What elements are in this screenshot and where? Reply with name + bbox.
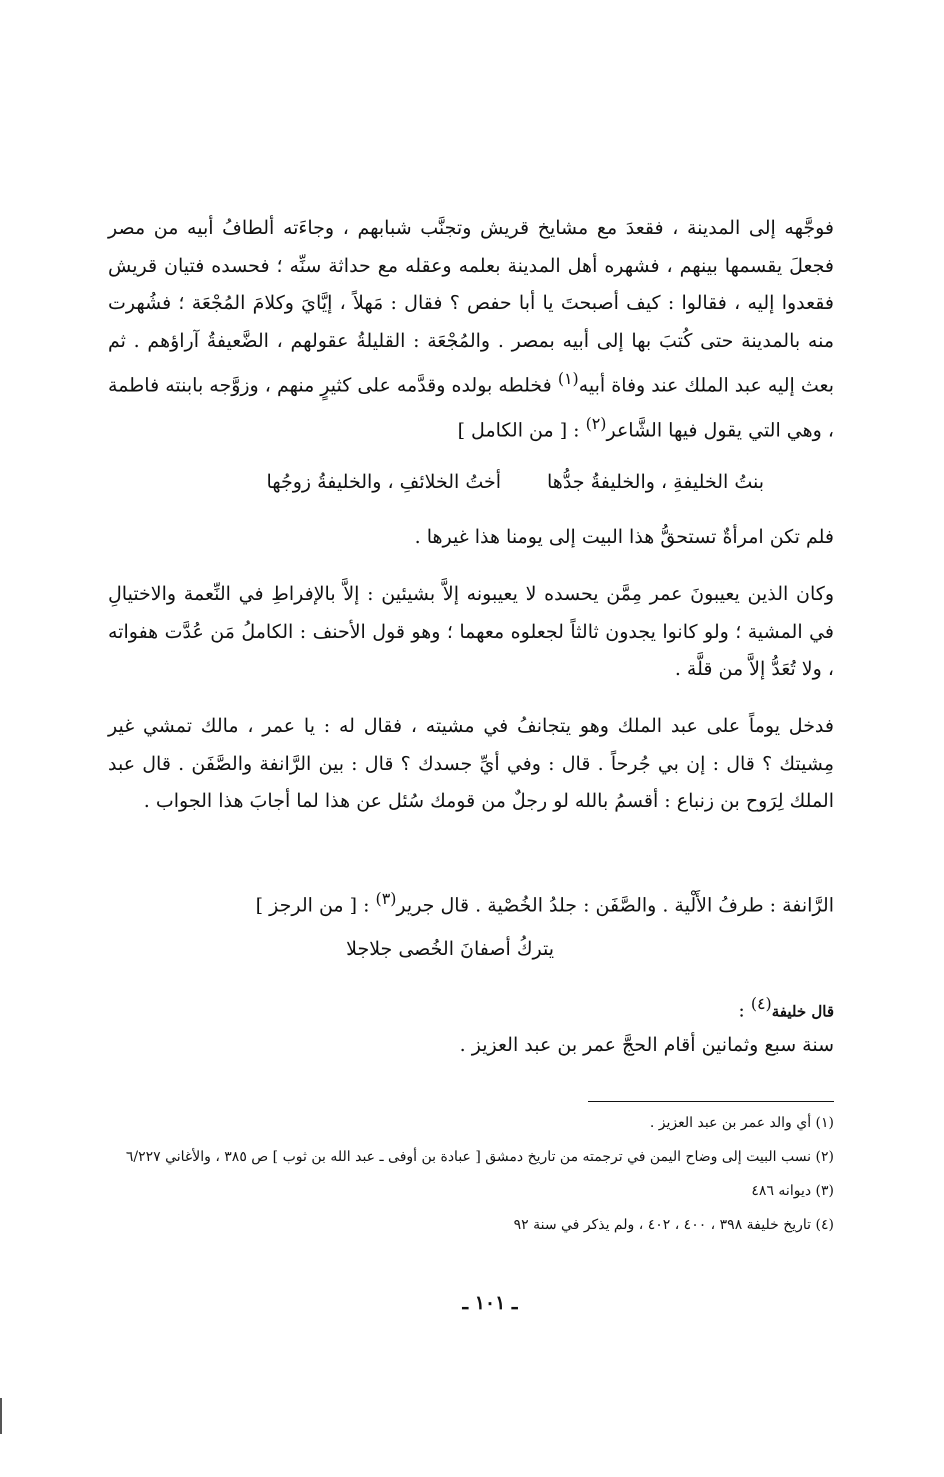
verse-2-text: يتركُ أصفانَ الخُصى جلاجلا <box>346 938 554 960</box>
meter-label-rajaz: : [ من الرجز ] <box>255 894 376 917</box>
khalifa-colon: : <box>738 999 751 1022</box>
verse-1-second-hemistich: أختُ الخلائفِ ، والخليفةُ زوجُها <box>266 471 502 493</box>
khalifa-text: سنة سبع وثمانين أقام الحجَّ عمر بن عبد العزيز . <box>459 1034 834 1056</box>
meter-label-kamil: : [ من الكامل ] <box>457 419 586 442</box>
verse-comment <box>214 519 834 557</box>
footnote-marker-4: (٤) <box>750 994 772 1013</box>
paragraph-1-continuation: فخلطه بولده وقدَّمه على كثيرٍ منهم ، وزوَّجه بابنته فاطمة ، وهي التي يقول فيها الشَّاعر <box>108 374 834 442</box>
footnote-4: (٤) تاريخ خليفة ٣٩٨ ، ٤٠٠ ، ٤٠٢ ، ولم يذكر في سنة ٩٢ <box>513 1217 834 1233</box>
khalifa-paragraph <box>108 1027 834 1065</box>
verse-line-2 <box>346 934 554 964</box>
verse-line-1 <box>266 467 764 497</box>
footnote-1: (١) أي والد عمر بن عبد العزيز . <box>649 1115 834 1131</box>
definition-line <box>108 880 834 925</box>
page-number: ـ ١٠١ ـ <box>462 1292 518 1314</box>
verse-1-first-hemistich: بنتُ الخليفةِ ، والخليفةُ جدُّها <box>547 471 764 493</box>
verse-comment-text: فلم تكن امرأةٌ تستحقُّ هذا البيت إلى يومنا هذا غيرها . <box>414 526 834 548</box>
footnote-marker-2: (٢) <box>585 413 607 433</box>
main-paragraph-1 <box>108 210 834 450</box>
footnote-3: (٣) ديوانه ٤٨٦ <box>751 1183 834 1199</box>
main-paragraph-2 <box>108 576 834 689</box>
paragraph-1-text: فوجَّهه إلى المدينة ، فقعدَ مع مشايخ قريش وتجنَّب شبابهم ، وجاءَته ألطافُ أبيه من مصر فجعلَ يقسمها بينهم ، فشهره أهل المدينة بعلمه وعقله مع حداثة سنِّه ؛ فحسده فتيان قريش فقعدوا إليه ، فقالوا : كيف أصبحتَ يا أبا حفص ؟ فقال : مَهلاً ، إيَّايَ وكلامَ المُجْعَة ؛ فشُهرت منه بالمدينة حتى كُتبَ بها إلى أبيه بمصر . والمُجْعَة : القليلةُ عقولهم ، الضَّعيفةُ آراؤهم . ثم بعث إليه عبد الملك عند وفاة أبيه <box>108 217 834 397</box>
khalifa-heading <box>108 985 834 1031</box>
footnotes-block <box>99 1110 834 1246</box>
footnote-marker-1: (١) <box>557 369 579 388</box>
paragraph-2-text: وكان الذين يعيبونَ عمر مِمَّن يحسده لا يعيبونه إلاَّ بشيئين : إلاَّ بالإفراطِ في النِّعمة والاختيالِ في المشية ؛ ولو كانوا يجدون ثالثاً لجعلوه معهما ؛ وهو قول الأحنف : الكاملُ مَن عُدَّت هفواته ، ولا تُعَدُّ إلاَّ من قلَّة . <box>108 583 834 680</box>
main-paragraph-3 <box>108 708 834 821</box>
definition-text: الرَّانفة : طرفُ الأَلْية . والصَّفَن : جلدُ الخُصْية . قال جرير <box>396 894 834 917</box>
footnote-separator <box>588 1101 834 1102</box>
paragraph-3-text: فدخل يوماً على عبد الملك وهو يتجانفُ في مشيته ، فقال له : يا عمر ، مالك تمشي غير مِشيتك ؟ قال : إن بي جُرحاً . قال : وفي أيِّ جسدك ؟ قال : بين الرَّانفة والصَّفَن . قال عبد الملك لِرَوح بن زنباع : أقسمُ بالله لو رجلٌ من قومك سُئل عن هذا لما أجابَ هذا الجواب . <box>108 715 834 812</box>
footnote-2: (٢) نسب البيت إلى وضاح اليمن في ترجمته من تاريخ دمشق [ عبادة بن أوفى ـ عبد الله بن ثوب ] ص ٣٨٥ ، والأغاني ٦/٢٢٧ <box>125 1149 834 1165</box>
khalifa-label: قال خليفة <box>771 1002 834 1021</box>
scan-margin-mark <box>0 1398 2 1434</box>
footnote-marker-3: (٣) <box>375 889 397 908</box>
